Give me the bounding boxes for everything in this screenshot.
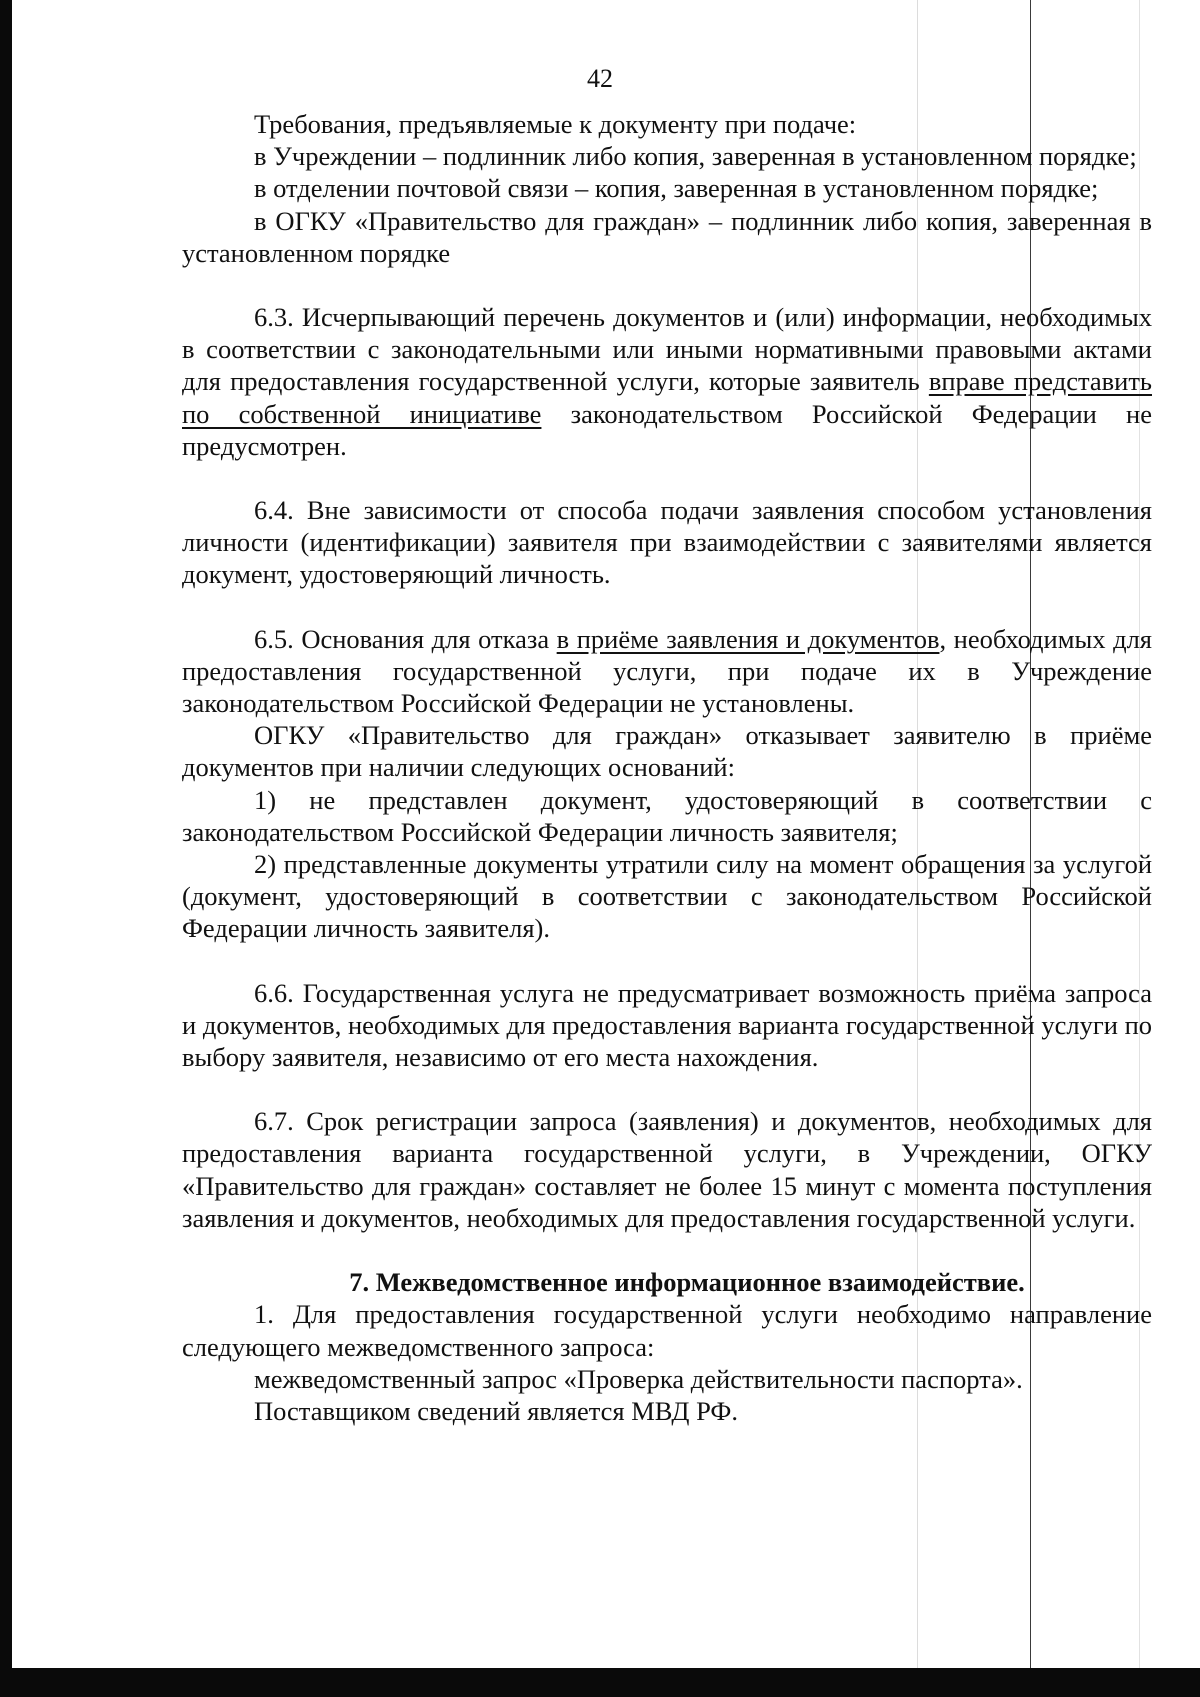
data-provider: Поставщиком сведений является МВД РФ.: [254, 1395, 738, 1426]
section-6-5-underlined: в приёме заявления и документов: [556, 623, 940, 654]
scan-bottom-border: [0, 1668, 1200, 1697]
section-7-item-1: 1. Для предоставления государственной услуги необходимо направление следующего межведомственного запроса:: [182, 1299, 1152, 1362]
scan-left-border: [0, 0, 12, 1697]
requirements-title: Требования, предъявляемые к документу при подаче:: [254, 109, 857, 139]
section-7-heading: 7. Межведомственное информационное взаимодействие.: [349, 1267, 1025, 1298]
requirement-ogku: в ОГКУ «Правительство для граждан» – подлинник либо копия, заверенная в установленном порядке: [182, 205, 1152, 268]
section-6-3-text: 6.3. Исчерпывающий перечень документов и (или) информации, необходимых в соответствии с законодательными или иными нормативными правовыми актами для предоставления государственной услуги, которые заявитель: [182, 302, 1152, 397]
page-number: 42: [587, 64, 613, 93]
section-6-6: 6.6. Государственная услуга не предусматривает возможность приёма запроса и документов, необходимых для предоставления варианта государственной услуги по выбору заявителя, независимо от его места нахождения.: [182, 977, 1152, 1073]
refusal-ground-2: 2) представленные документы утратили силу на момент обращения за услугой (документ, удостоверяющий в соответствии с законодательством Российской Федерации личность заявителя).: [182, 849, 1152, 944]
section-6-3-underlined: вправе представить по собственной инициативе: [182, 366, 1152, 429]
section-6-4: 6.4. Вне зависимости от способа подачи заявления способом установления личности (идентификации) заявителя при взаимодействии с заявителями является документ, удостоверяющий личность.: [182, 495, 1152, 590]
section-6-5-text-end: , необходимых для предоставления государственной услуги, при подаче их в Учреждение законодательством Российской Федерации не установлены.: [182, 623, 1152, 719]
section-6-3-text-end: законодательством Российской Федерации не предусмотрен.: [182, 398, 1152, 461]
requirement-post: в отделении почтовой связи – копия, заверенная в установленном порядке;: [254, 173, 1099, 204]
section-6-7: 6.7. Срок регистрации запроса (заявления) и документов, необходимых для предоставления варианта государственной услуги, в Учреждении, ОГКУ «Правительство для граждан» составляет не более 15 минут с момента поступления заявления и документов, необходимых для предоставления государственной услуги.: [182, 1106, 1152, 1233]
section-6-5-text: 6.5. Основания для отказа: [254, 623, 557, 654]
ogku-refusal-paragraph: ОГКУ «Правительство для граждан» отказывает заявителю в приёме документов при наличии следующих оснований:: [182, 720, 1152, 783]
interagency-request: межведомственный запрос «Проверка действительности паспорта».: [254, 1363, 1023, 1394]
document-body: [182, 108, 1152, 1427]
section-6-5: [182, 623, 1152, 720]
refusal-ground-1: 1) не представлен документ, удостоверяющий в соответствии с законодательством Российской Федерации личность заявителя;: [182, 784, 1152, 847]
requirement-institution: в Учреждении – подлинник либо копия, заверенная в установленном порядке;: [254, 141, 1137, 172]
section-6-3: [182, 301, 1152, 462]
